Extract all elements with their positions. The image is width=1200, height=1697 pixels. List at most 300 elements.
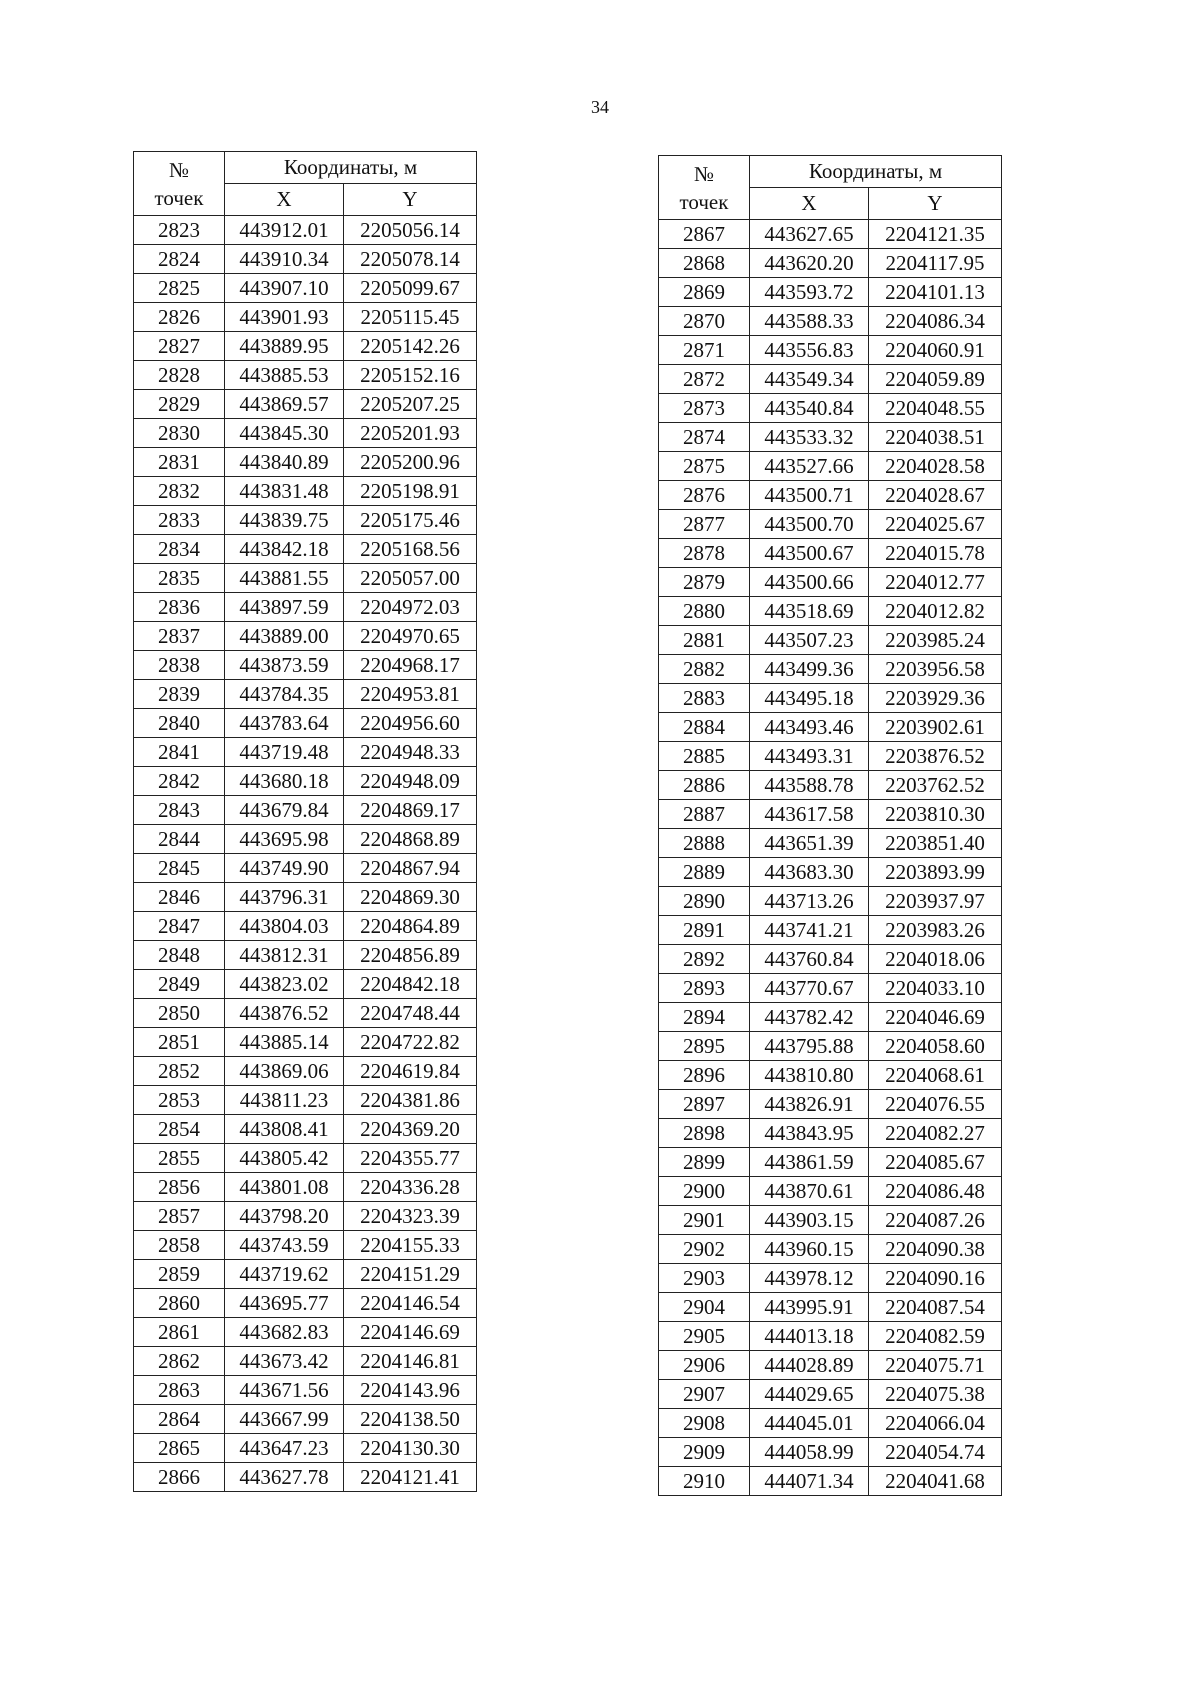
y-coordinate-cell: 2205115.45 [344,303,477,332]
table-body-right [659,220,1002,1496]
table-row [134,825,477,854]
table-row [659,481,1002,510]
table-row [134,1231,477,1260]
y-coordinate-cell: 2204018.06 [869,945,1002,974]
point-number-cell: 2873 [659,394,750,423]
table-row [134,564,477,593]
point-number-cell: 2829 [134,390,225,419]
point-number-cell: 2882 [659,655,750,684]
x-coordinate-cell: 443839.75 [225,506,344,535]
point-number-cell: 2902 [659,1235,750,1264]
point-number-cell: 2838 [134,651,225,680]
point-number-cell: 2908 [659,1409,750,1438]
point-number-cell: 2857 [134,1202,225,1231]
y-coordinate-cell: 2204054.74 [869,1438,1002,1467]
y-coordinate-cell: 2204033.10 [869,974,1002,1003]
y-coordinate-cell: 2203893.99 [869,858,1002,887]
y-coordinate-cell: 2203937.97 [869,887,1002,916]
x-coordinate-cell: 443861.59 [750,1148,869,1177]
point-number-cell: 2865 [134,1434,225,1463]
x-coordinate-cell: 443782.42 [750,1003,869,1032]
point-number-cell: 2853 [134,1086,225,1115]
table-row [659,829,1002,858]
y-coordinate-cell: 2204867.94 [344,854,477,883]
y-coordinate-cell: 2205168.56 [344,535,477,564]
point-number-cell: 2885 [659,742,750,771]
table-row [134,1144,477,1173]
table-row [134,216,477,245]
point-number-cell: 2891 [659,916,750,945]
y-coordinate-cell: 2204868.89 [344,825,477,854]
table-row [134,1405,477,1434]
y-coordinate-cell: 2204864.89 [344,912,477,941]
table-row [659,510,1002,539]
x-coordinate-cell: 443889.95 [225,332,344,361]
y-coordinate-cell: 2204323.39 [344,1202,477,1231]
y-coordinate-cell: 2204121.41 [344,1463,477,1492]
table-row [659,1090,1002,1119]
x-coordinate-cell: 443810.80 [750,1061,869,1090]
point-number-cell: 2823 [134,216,225,245]
table-body-left [134,216,477,1492]
y-coordinate-cell: 2204101.13 [869,278,1002,307]
y-coordinate-cell: 2203985.24 [869,626,1002,655]
table-row [134,796,477,825]
y-coordinate-cell: 2204025.67 [869,510,1002,539]
points-label: точек [679,189,729,214]
x-coordinate-cell: 443873.59 [225,651,344,680]
table-row [134,1028,477,1057]
table-row [134,1376,477,1405]
x-coordinate-cell: 443588.33 [750,307,869,336]
table-row [134,1115,477,1144]
table-row [659,220,1002,249]
point-number-cell: 2905 [659,1322,750,1351]
point-number-cell: 2855 [134,1144,225,1173]
x-coordinate-cell: 444029.65 [750,1380,869,1409]
x-coordinate-cell: 443798.20 [225,1202,344,1231]
table-row [659,452,1002,481]
point-number-cell: 2837 [134,622,225,651]
x-coordinate-cell: 443499.36 [750,655,869,684]
table-row [134,448,477,477]
y-coordinate-cell: 2204012.77 [869,568,1002,597]
point-number-cell: 2875 [659,452,750,481]
y-coordinate-cell: 2204146.54 [344,1289,477,1318]
y-coordinate-cell: 2204015.78 [869,539,1002,568]
table-row [659,1380,1002,1409]
y-coordinate-cell: 2205056.14 [344,216,477,245]
table-row [134,883,477,912]
table-row [134,941,477,970]
x-coordinate-cell: 443881.55 [225,564,344,593]
point-number-cell: 2904 [659,1293,750,1322]
table-row [659,1061,1002,1090]
y-coordinate-cell: 2204038.51 [869,423,1002,452]
y-coordinate-cell: 2204086.48 [869,1177,1002,1206]
y-coordinate-cell: 2204130.30 [344,1434,477,1463]
x-coordinate-cell: 443593.72 [750,278,869,307]
point-number-cell: 2863 [134,1376,225,1405]
point-number-cell: 2824 [134,245,225,274]
x-coordinate-cell: 443907.10 [225,274,344,303]
no-sign-label: № [168,157,190,182]
y-coordinate-cell: 2204117.95 [869,249,1002,278]
x-coordinate-cell: 443808.41 [225,1115,344,1144]
point-number-cell: 2893 [659,974,750,1003]
table-row [134,1434,477,1463]
table-row [134,622,477,651]
y-coordinate-cell: 2204066.04 [869,1409,1002,1438]
table-row [134,1057,477,1086]
x-coordinate-cell: 443978.12 [750,1264,869,1293]
y-coordinate-cell: 2204146.69 [344,1318,477,1347]
y-coordinate-cell: 2204046.69 [869,1003,1002,1032]
y-coordinate-cell: 2204970.65 [344,622,477,651]
table-row [659,307,1002,336]
x-coordinate-cell: 443796.31 [225,883,344,912]
y-coordinate-cell: 2204336.28 [344,1173,477,1202]
y-coordinate-cell: 2205099.67 [344,274,477,303]
x-coordinate-cell: 443795.88 [750,1032,869,1061]
table-row [659,539,1002,568]
point-number-cell: 2901 [659,1206,750,1235]
x-coordinate-cell: 443885.14 [225,1028,344,1057]
x-coordinate-cell: 443783.64 [225,709,344,738]
y-coordinate-cell: 2205057.00 [344,564,477,593]
table-row [659,1293,1002,1322]
table-row [134,999,477,1028]
y-coordinate-cell: 2204028.58 [869,452,1002,481]
y-coordinate-cell: 2204076.55 [869,1090,1002,1119]
no-sign-label: № [693,161,715,186]
x-coordinate-cell: 443500.71 [750,481,869,510]
point-number-cell: 2899 [659,1148,750,1177]
point-number-cell: 2881 [659,626,750,655]
table-row [134,709,477,738]
point-number-cell: 2888 [659,829,750,858]
point-number-cell: 2856 [134,1173,225,1202]
x-coordinate-cell: 443910.34 [225,245,344,274]
point-number-cell: 2844 [134,825,225,854]
y-coordinate-cell: 2204619.84 [344,1057,477,1086]
point-number-cell: 2828 [134,361,225,390]
table-row [134,1289,477,1318]
y-coordinate-cell: 2204082.59 [869,1322,1002,1351]
table-row [659,1467,1002,1496]
table-row [659,713,1002,742]
point-number-cell: 2877 [659,510,750,539]
table-row [659,742,1002,771]
point-number-cell: 2895 [659,1032,750,1061]
table-row [134,970,477,999]
y-coordinate-cell: 2203851.40 [869,829,1002,858]
point-number-cell: 2886 [659,771,750,800]
point-number-cell: 2878 [659,539,750,568]
x-coordinate-cell: 443556.83 [750,336,869,365]
y-coordinate-cell: 2203902.61 [869,713,1002,742]
x-coordinate-cell: 443831.48 [225,477,344,506]
x-coordinate-cell: 443840.89 [225,448,344,477]
point-number-cell: 2903 [659,1264,750,1293]
y-coordinate-cell: 2204355.77 [344,1144,477,1173]
y-coordinate-cell: 2204048.55 [869,394,1002,423]
table-row [134,912,477,941]
x-coordinate-cell: 443897.59 [225,593,344,622]
x-coordinate-cell: 443741.21 [750,916,869,945]
x-coordinate-cell: 444058.99 [750,1438,869,1467]
x-coordinate-cell: 443651.39 [750,829,869,858]
y-coordinate-cell: 2204075.71 [869,1351,1002,1380]
x-coordinate-cell: 443805.42 [225,1144,344,1173]
point-number-cell: 2860 [134,1289,225,1318]
x-coordinate-cell: 443673.42 [225,1347,344,1376]
y-coordinate-cell: 2204121.35 [869,220,1002,249]
table-row [134,1202,477,1231]
table-row [659,800,1002,829]
point-number-cell: 2910 [659,1467,750,1496]
coordinates-table-left [133,151,477,1492]
point-number-cell: 2909 [659,1438,750,1467]
x-coordinate-cell: 443812.31 [225,941,344,970]
table-row [134,1173,477,1202]
y-coordinate-cell: 2203876.52 [869,742,1002,771]
y-coordinate-cell: 2205201.93 [344,419,477,448]
point-number-cell: 2859 [134,1260,225,1289]
point-number-cell: 2894 [659,1003,750,1032]
table-row [134,680,477,709]
y-coordinate-cell: 2204842.18 [344,970,477,999]
point-number-cell: 2830 [134,419,225,448]
table-row [134,506,477,535]
point-number-cell: 2897 [659,1090,750,1119]
table-row [659,1438,1002,1467]
point-number-cell: 2906 [659,1351,750,1380]
point-number-cell: 2849 [134,970,225,999]
point-number-cell: 2843 [134,796,225,825]
y-coordinate-cell: 2204138.50 [344,1405,477,1434]
y-coordinate-cell: 2205175.46 [344,506,477,535]
point-number-cell: 2834 [134,535,225,564]
table-row [134,1260,477,1289]
point-number-cell: 2874 [659,423,750,452]
point-number-cell: 2862 [134,1347,225,1376]
y-coordinate-cell: 2205078.14 [344,245,477,274]
x-coordinate-cell: 444028.89 [750,1351,869,1380]
x-coordinate-cell: 443995.91 [750,1293,869,1322]
y-column-header: Y [869,188,1002,220]
x-coordinate-cell: 443627.65 [750,220,869,249]
x-coordinate-cell: 443845.30 [225,419,344,448]
y-coordinate-cell: 2205207.25 [344,390,477,419]
y-coordinate-cell: 2204155.33 [344,1231,477,1260]
x-coordinate-cell: 444071.34 [750,1467,869,1496]
y-coordinate-cell: 2204068.61 [869,1061,1002,1090]
table-row [659,365,1002,394]
x-coordinate-cell: 443495.18 [750,684,869,713]
y-coordinate-cell: 2204856.89 [344,941,477,970]
y-coordinate-cell: 2204972.03 [344,593,477,622]
page-number: 34 [591,97,609,117]
x-coordinate-cell: 443804.03 [225,912,344,941]
x-coordinate-cell: 443533.32 [750,423,869,452]
table-row [134,767,477,796]
y-coordinate-cell: 2203983.26 [869,916,1002,945]
y-coordinate-cell: 2204151.29 [344,1260,477,1289]
y-coordinate-cell: 2203929.36 [869,684,1002,713]
point-number-cell: 2826 [134,303,225,332]
point-number-cell: 2841 [134,738,225,767]
point-number-cell: 2825 [134,274,225,303]
table-row [659,626,1002,655]
x-coordinate-cell: 443842.18 [225,535,344,564]
table-row [659,974,1002,1003]
table-row [659,278,1002,307]
point-number-cell: 2850 [134,999,225,1028]
table-row [134,593,477,622]
x-coordinate-cell: 443540.84 [750,394,869,423]
x-coordinate-cell: 443784.35 [225,680,344,709]
point-number-cell: 2864 [134,1405,225,1434]
x-coordinate-cell: 443493.46 [750,713,869,742]
table-row [659,1119,1002,1148]
y-coordinate-cell: 2204146.81 [344,1347,477,1376]
point-number-cell: 2872 [659,365,750,394]
x-coordinate-cell: 443695.77 [225,1289,344,1318]
table-row [134,854,477,883]
y-coordinate-cell: 2204948.33 [344,738,477,767]
point-number-cell: 2831 [134,448,225,477]
x-coordinate-cell: 443627.78 [225,1463,344,1492]
table-row [134,1318,477,1347]
table-row [659,1351,1002,1380]
table-row [659,336,1002,365]
table-row [659,1206,1002,1235]
y-coordinate-cell: 2204748.44 [344,999,477,1028]
y-coordinate-cell: 2204956.60 [344,709,477,738]
table-row [659,887,1002,916]
x-coordinate-cell: 443667.99 [225,1405,344,1434]
x-coordinate-cell: 444013.18 [750,1322,869,1351]
y-coordinate-cell: 2204369.20 [344,1115,477,1144]
y-coordinate-cell: 2204041.68 [869,1467,1002,1496]
table-row [134,651,477,680]
point-number-cell: 2871 [659,336,750,365]
y-coordinate-cell: 2204058.60 [869,1032,1002,1061]
table-row [659,655,1002,684]
y-coordinate-cell: 2205142.26 [344,332,477,361]
x-coordinate-cell: 443549.34 [750,365,869,394]
y-coordinate-cell: 2204968.17 [344,651,477,680]
point-number-cell: 2890 [659,887,750,916]
table-row [134,245,477,274]
y-coordinate-cell: 2204060.91 [869,336,1002,365]
point-number-cell: 2896 [659,1061,750,1090]
y-coordinate-cell: 2204722.82 [344,1028,477,1057]
y-coordinate-cell: 2204059.89 [869,365,1002,394]
point-number-cell: 2846 [134,883,225,912]
point-number-cell: 2887 [659,800,750,829]
point-number-cell: 2900 [659,1177,750,1206]
coordinates-header: Координаты, м [225,152,477,184]
table-row [134,361,477,390]
coordinates-table-right [658,155,1002,1496]
x-coordinate-cell: 443870.61 [750,1177,869,1206]
y-coordinate-cell: 2204143.96 [344,1376,477,1405]
point-number-cell: 2870 [659,307,750,336]
point-number-cell: 2892 [659,945,750,974]
point-number-cell: 2848 [134,941,225,970]
table-row [659,249,1002,278]
table-row [659,597,1002,626]
table-row [659,1003,1002,1032]
table-row [134,274,477,303]
point-number-cell: 2851 [134,1028,225,1057]
table-row [134,1463,477,1492]
table-row [134,535,477,564]
table-row [134,419,477,448]
table-row [659,771,1002,800]
point-number-cell: 2884 [659,713,750,742]
x-coordinate-cell: 443500.67 [750,539,869,568]
x-coordinate-cell: 443960.15 [750,1235,869,1264]
x-coordinate-cell: 443823.02 [225,970,344,999]
x-coordinate-cell: 443869.06 [225,1057,344,1086]
x-coordinate-cell: 443876.52 [225,999,344,1028]
x-coordinate-cell: 443682.83 [225,1318,344,1347]
x-coordinate-cell: 443743.59 [225,1231,344,1260]
table-row [659,1177,1002,1206]
point-number-cell: 2847 [134,912,225,941]
x-coordinate-cell: 443518.69 [750,597,869,626]
y-coordinate-cell: 2204090.38 [869,1235,1002,1264]
y-coordinate-cell: 2203956.58 [869,655,1002,684]
point-number-cell: 2836 [134,593,225,622]
point-number-cell: 2867 [659,220,750,249]
table-row [134,738,477,767]
table-row [659,1032,1002,1061]
x-coordinate-cell: 443620.20 [750,249,869,278]
y-coordinate-cell: 2203762.52 [869,771,1002,800]
table-row [659,423,1002,452]
y-coordinate-cell: 2205200.96 [344,448,477,477]
x-coordinate-cell: 443760.84 [750,945,869,974]
x-coordinate-cell: 443843.95 [750,1119,869,1148]
table-row [659,394,1002,423]
y-coordinate-cell: 2204869.17 [344,796,477,825]
table-row [659,1235,1002,1264]
table-row [134,477,477,506]
table-row [659,568,1002,597]
point-number-cell: 2876 [659,481,750,510]
point-number-cell: 2852 [134,1057,225,1086]
point-number-header [134,152,225,216]
x-coordinate-cell: 443901.93 [225,303,344,332]
table-row [134,1347,477,1376]
table-row [134,332,477,361]
x-coordinate-cell: 443647.23 [225,1434,344,1463]
x-column-header: X [225,184,344,216]
x-coordinate-cell: 443719.62 [225,1260,344,1289]
table-row [134,303,477,332]
point-number-cell: 2839 [134,680,225,709]
y-coordinate-cell: 2203810.30 [869,800,1002,829]
point-number-cell: 2889 [659,858,750,887]
point-number-cell: 2898 [659,1119,750,1148]
x-coordinate-cell: 444045.01 [750,1409,869,1438]
x-coordinate-cell: 443500.70 [750,510,869,539]
x-coordinate-cell: 443683.30 [750,858,869,887]
